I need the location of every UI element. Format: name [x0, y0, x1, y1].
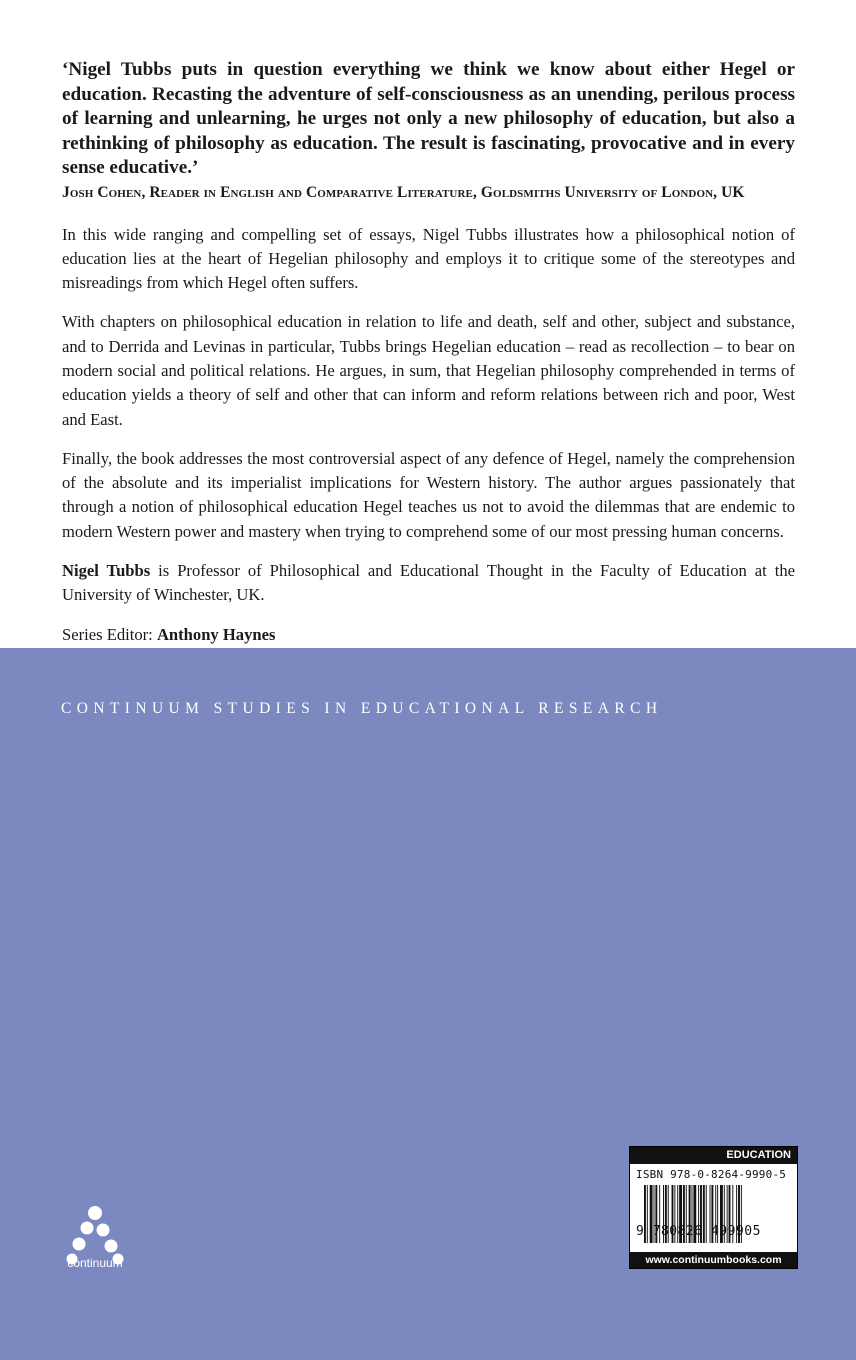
- series-editor-name: Anthony Haynes: [156, 624, 276, 644]
- blurb-content: [62, 58, 795, 647]
- barcode-isbn: ISBN 978-0-8264-9990-5: [636, 1168, 787, 1181]
- publisher-name: continuum: [67, 1256, 123, 1270]
- author-name: Nigel Tubbs: [62, 561, 151, 581]
- barcode-panel: [629, 1146, 798, 1269]
- endorsement-quote: ‘Nigel Tubbs puts in question everything we think we know about either Hegel or education. Recasting the adventure of self-consciousness as an unending, perilous process of learning and unlearning, he urges not only a new philosophy of education, but also a rethinking of philosophy as education. The result is fascinating, provocative and in every sense educative.’: [62, 59, 795, 178]
- description-paragraph-3: Finally, the book addresses the most controversial aspect of any defence of Hegel, namely the comprehension of the absolute and its imperialist implications for Western history. The author argues passionately that through a notion of philosophical education Hegel teaches us not to avoid the dilemmas that are endemic to modern Western power and mastery when trying to comprehend some of our most pressing human concerns.: [62, 448, 795, 541]
- back-cover-text-area: [0, 0, 856, 648]
- description-paragraph-1: In this wide ranging and compelling set of essays, Nigel Tubbs illustrates how a philosophical notion of education lies at the heart of Hegelian philosophy and employs it to critique some of the stereotypes and misreadings from which Hegel often suffers.: [62, 224, 795, 293]
- series-band: [0, 648, 856, 1360]
- series-editor: [62, 623, 795, 647]
- series-title: CONTINUUM STUDIES IN EDUCATIONAL RESEARCH: [61, 700, 663, 717]
- author-bio: [62, 559, 795, 608]
- description-paragraph-2: With chapters on philosophical education in relation to life and death, self and other, subject and substance, and to Derrida and Levinas in particular, Tubbs brings Hegelian education – read as recollection – to bear on modern social and political relations. He argues, in sum, that Hegelian philosophy comprehended in terms of education yields a theory of self and other that can inform and reform relations between rich and poor, West and East.: [62, 312, 795, 429]
- barcode-digits: 9 780826 499905: [636, 1224, 761, 1239]
- endorsement-attribution: Josh Cohen, Reader in English and Comparative Literature, Goldsmiths University of London, UK: [62, 183, 745, 201]
- series-editor-label: Series Editor:: [62, 624, 157, 644]
- author-bio-text: is Professor of Philosophical and Educational Thought in the Faculty of Education at the University of Winchester, UK.: [62, 561, 795, 605]
- publisher-url: www.continuumbooks.com: [630, 1252, 797, 1268]
- barcode-category: EDUCATION: [630, 1147, 797, 1164]
